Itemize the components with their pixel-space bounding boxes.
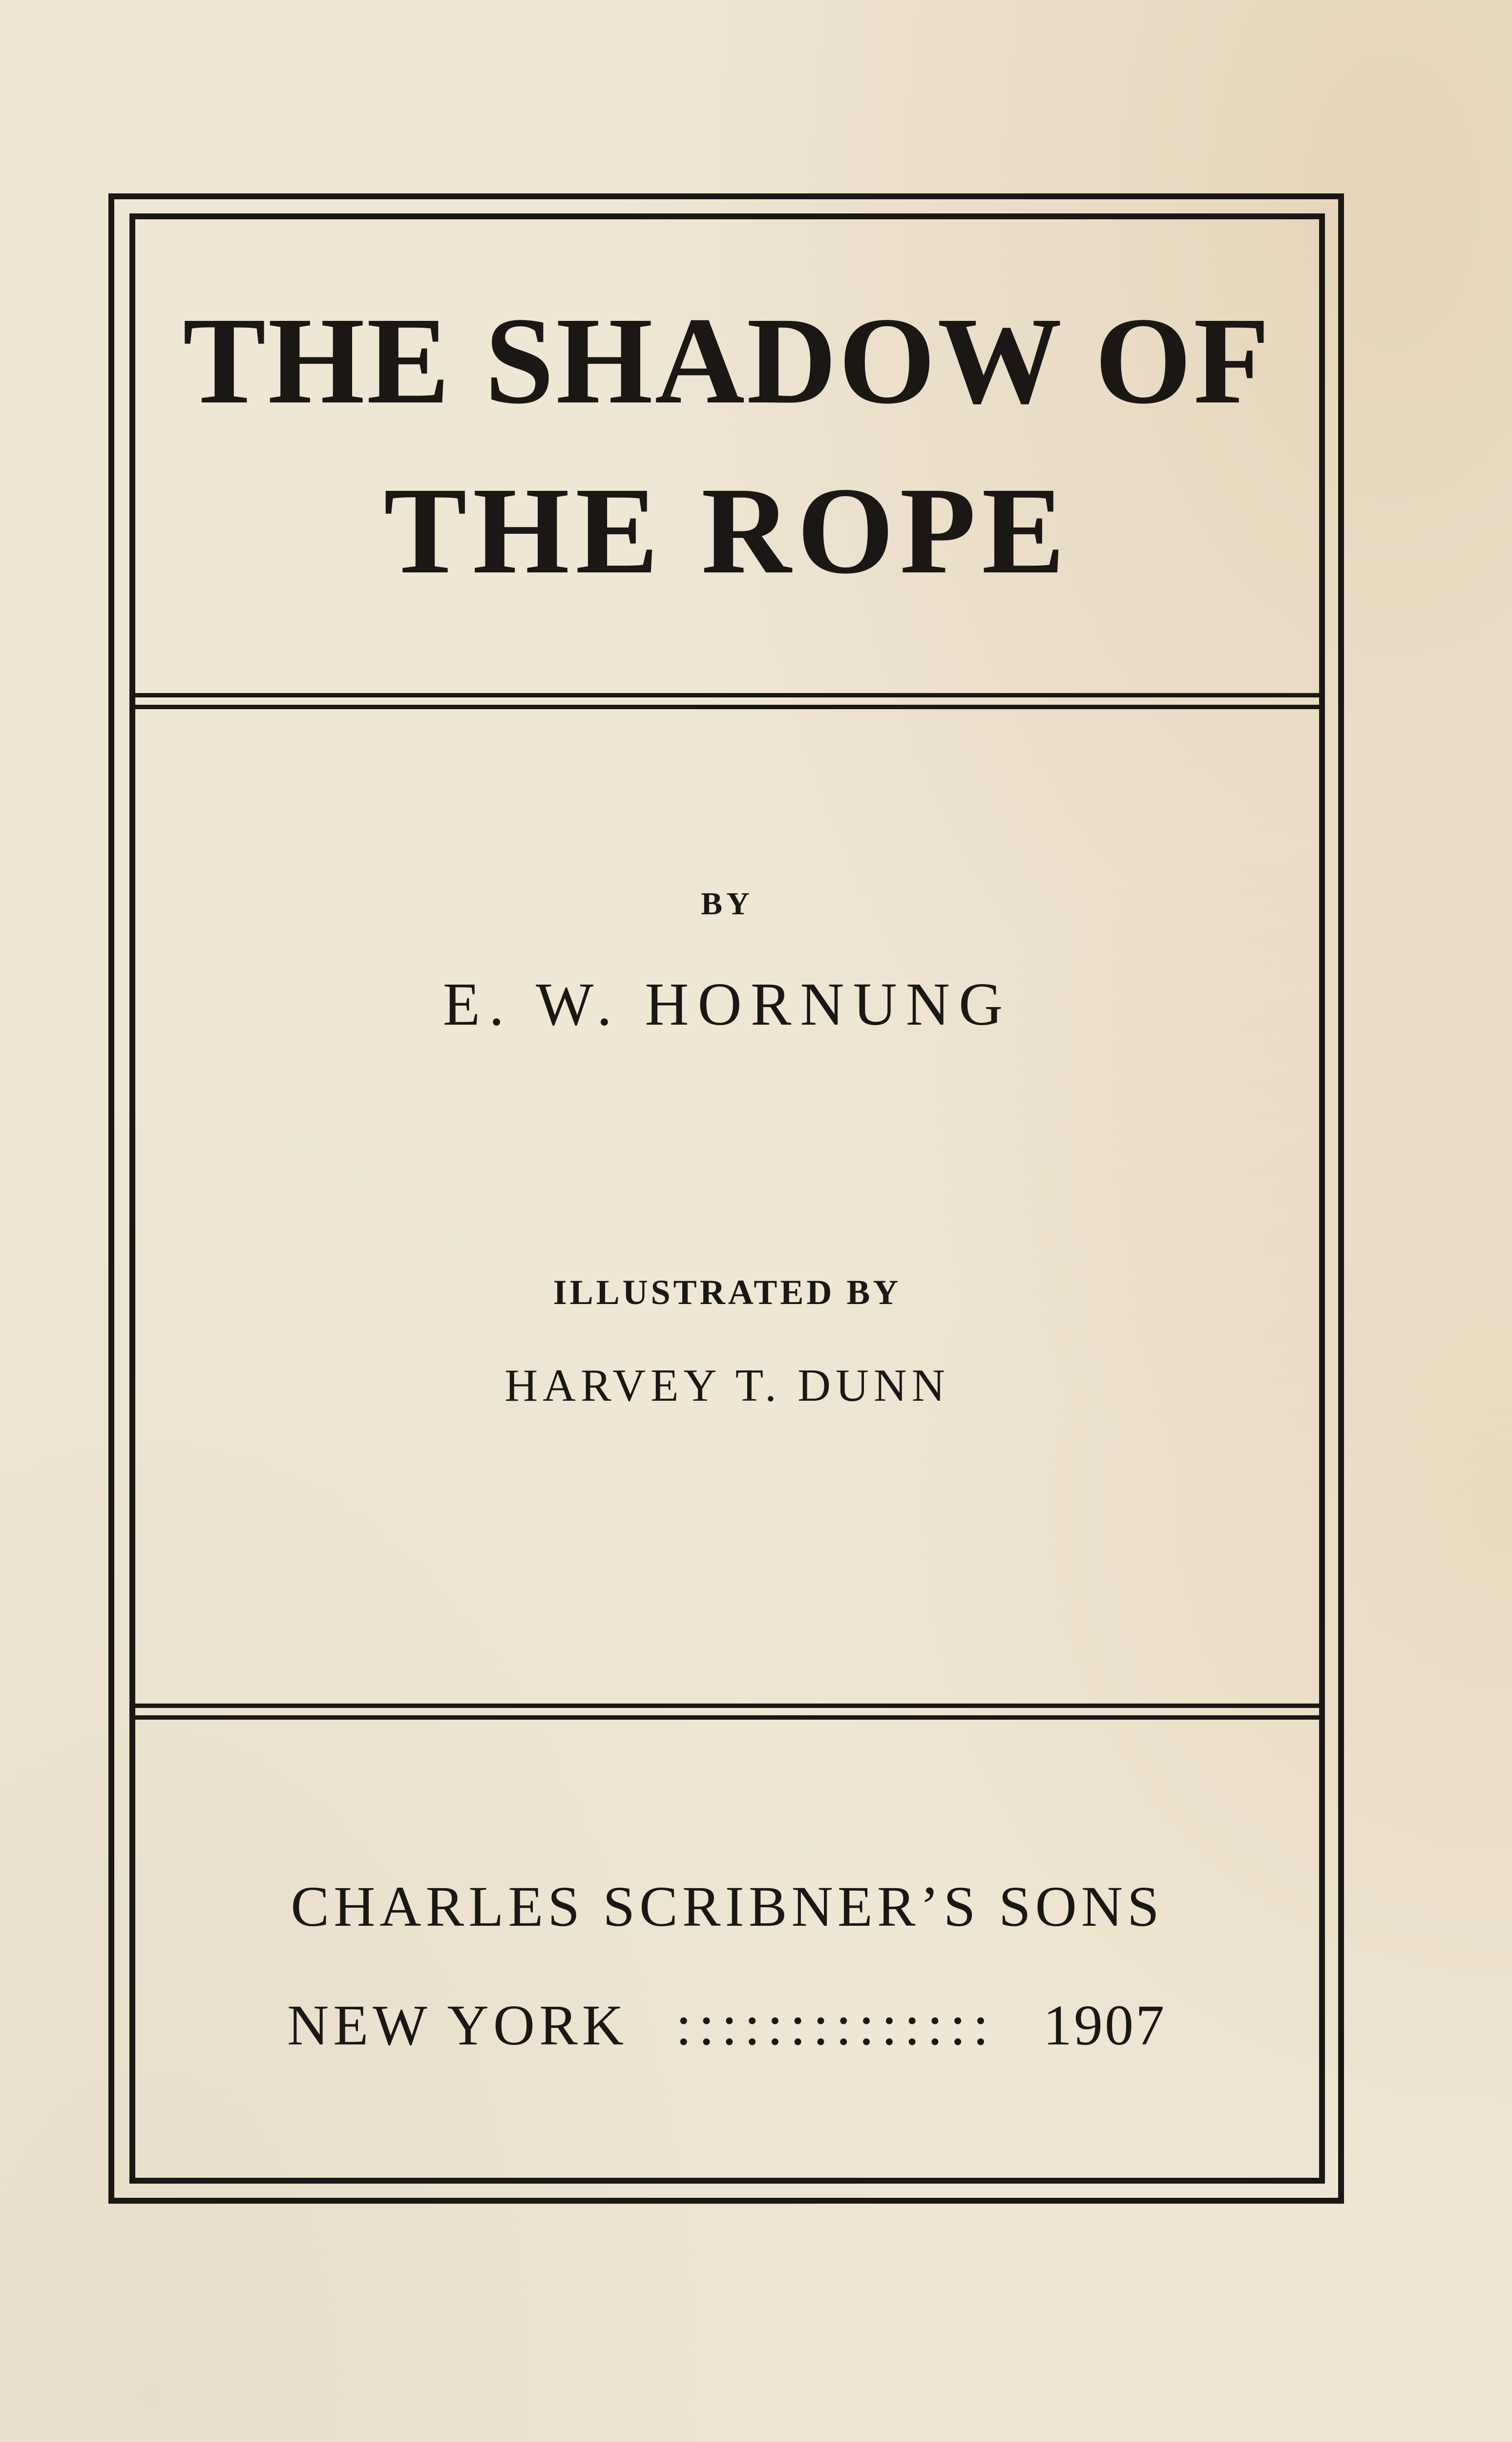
by-label: BY	[701, 886, 754, 922]
title-divider-upper	[135, 693, 1319, 697]
author-name: E. W. HORNUNG	[442, 971, 1012, 1038]
title-divider-lower	[135, 705, 1319, 709]
illustrator-name: HARVEY T. DUNN	[504, 1360, 950, 1411]
imprint-dots: ::::::::::::::	[675, 1997, 996, 2054]
book-title-line-1: THE SHADOW OF	[183, 292, 1272, 430]
illustrated-by-label: ILLUSTRATED BY	[553, 1273, 902, 1312]
publisher-divider-upper	[135, 1704, 1319, 1708]
imprint-city: NEW YORK	[287, 1993, 629, 2057]
imprint-year: 1907	[1043, 1993, 1166, 2057]
publisher-divider-lower	[135, 1715, 1319, 1720]
book-title-line-2: THE ROPE	[383, 462, 1071, 600]
imprint-line	[287, 1993, 1166, 2057]
publisher-name: CHARLES SCRIBNER’S SONS	[291, 1874, 1164, 1938]
